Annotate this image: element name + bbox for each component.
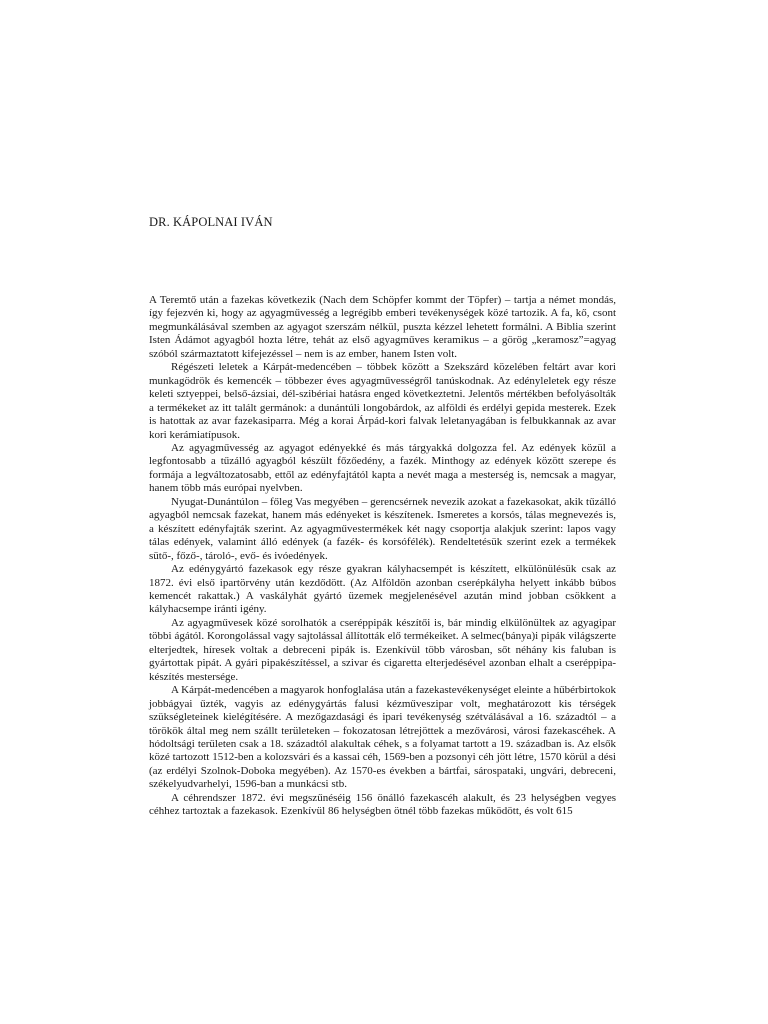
paragraph: Az agyagművesek közé sorolhatók a cseréppipák készítői is, bár mindig elkülönültek az agyagipar többi ágától. Korongolással vagy sajtolással állították elő termékeiket. A selmec(bánya)i pipák világszerte elterjedtek, híresek voltak a debreceni pipák is. Ezenkívül több városban, sőt néhány kis faluban is gyártottak pipát. A gyári pipakészítéssel, a szivar és cigaretta elterjedésével azonban elhalt a cseréppipa-készítés mestersége. [149,616,616,683]
paragraph: Az edénygyártó fazekasok egy része gyakran kályhacsempét is készített, elkülönülésük csak az 1872. évi első ipartörvény után kezdődött. (Az Alföldön azonban cserépkályha helyett inkább búbos kemencét rakattak.) A vaskályhát gyártó üzemek megjelenésével azután mind jobban csökkent a kályhacsempe iránti igény. [149,563,616,616]
paragraph: Az agyagművesség az agyagot edényekké és más tárgyakká dolgozza fel. Az edények közül a legfontosabb a tűzálló agyagból készült főzőedény, a fazék. Minthogy az edények között szerepe és formája a legváltozatosabb, ettől az edényfajtától kapta a nevét maga a mesterség is, nemcsak a magyar, hanem több más európai nyelvben. [149,441,616,495]
paragraph: A Teremtő után a fazekas következik (Nach dem Schöpfer kommt der Töpfer) – tartja a német mondás, így fejezvén ki, hogy az agyagművesség a legrégibb emberi tevékenységek közé tartozik. A fa, kő, csont megmunkálásával szemben az agyagot szerszám nélkül, puszta kézzel lehetett formálni. A Biblia szerint Isten Ádámot agyagból hozta létre, tehát az első agyagműves keramikus – a görög „keramosz”=agyag szóból származtatott kifejezéssel – nem is az ember, hanem Isten volt. [149,294,616,360]
paragraph: A céhrendszer 1872. évi megszűnéséig 156 önálló fazekascéh alakult, és 23 helységben vegyes céhhez tartoztak a fazekasok. Ezenkívül 86 helységben ötnél több fazekas működött, és volt 615 [149,791,616,818]
author-heading: DR. KÁPOLNAI IVÁN [149,215,273,229]
article-body [149,294,616,819]
paragraph: Nyugat-Dunántúlon – főleg Vas megyében – gerencsérnek nevezik azokat a fazekasokat, akik tűzálló agyagból nemcsak fazekat, hanem más edényeket is készítenek. Ismeretes a korsós, tálas megnevezés is, a készített edényfajták szerint. Az agyagművestermékek két nagy csoportja alakjuk szerint: lapos vagy tálas edények, valamint álló edények (a fazék- és korsófélék). Rendeltetésük szerint ezek a termékek sütő-, főző-, tároló-, evő- és ivóedények. [149,495,616,562]
paragraph: A Kárpát-medencében a magyarok honfoglalása után a fazekastevékenységet eleinte a hűbérbirtokok jobbágyai űzték, vagyis az edénygyártás falusi kézműveszipar volt, meghatározott kis térségek szükségleteinek kielégítésére. A mezőgazdasági és ipari tevékenység szétválásával a 16. századtól – a törökök által meg nem szállt területeken – fokozatosan létrejöttek a mezővárosi, városi fazekascéhek. A hódoltsági területen csak a 18. századtól alakultak céhek, s a folyamat tartott a 19. században is. Az elsők közé tartozott 1512-ben a kolozsvári és a kassai céh, 1569-ben a pozsonyi céh jött létre, 1570 körül a dési (az erdélyi Szolnok-Doboka megyében). Az 1570-es években a bártfai, sárospataki, ungvári, debreceni, székelyudvarhelyi, 1596-ban a munkácsi stb. [149,684,616,791]
paragraph: Régészeti leletek a Kárpát-medencében – többek között a Szekszárd közelében feltárt avar kori munkagödrök és kemencék – többezer éves agyagművességről tanúskodnak. Az edényleletek egy része keleti sztyeppei, belső-ázsiai, dél-szibériai hatásra enged következtetni. Jelentős mértékben befolyásolták a termékeket az itt talált germánok: a dunántúli longobárdok, az alföldi és erdélyi gepida mesterek. Ezek is hatottak az avar fazekasiparra. Még a korai Árpád-kori falvak leletanyagában is felbukkannak az avar kori kerámiatípusok. [149,361,616,441]
